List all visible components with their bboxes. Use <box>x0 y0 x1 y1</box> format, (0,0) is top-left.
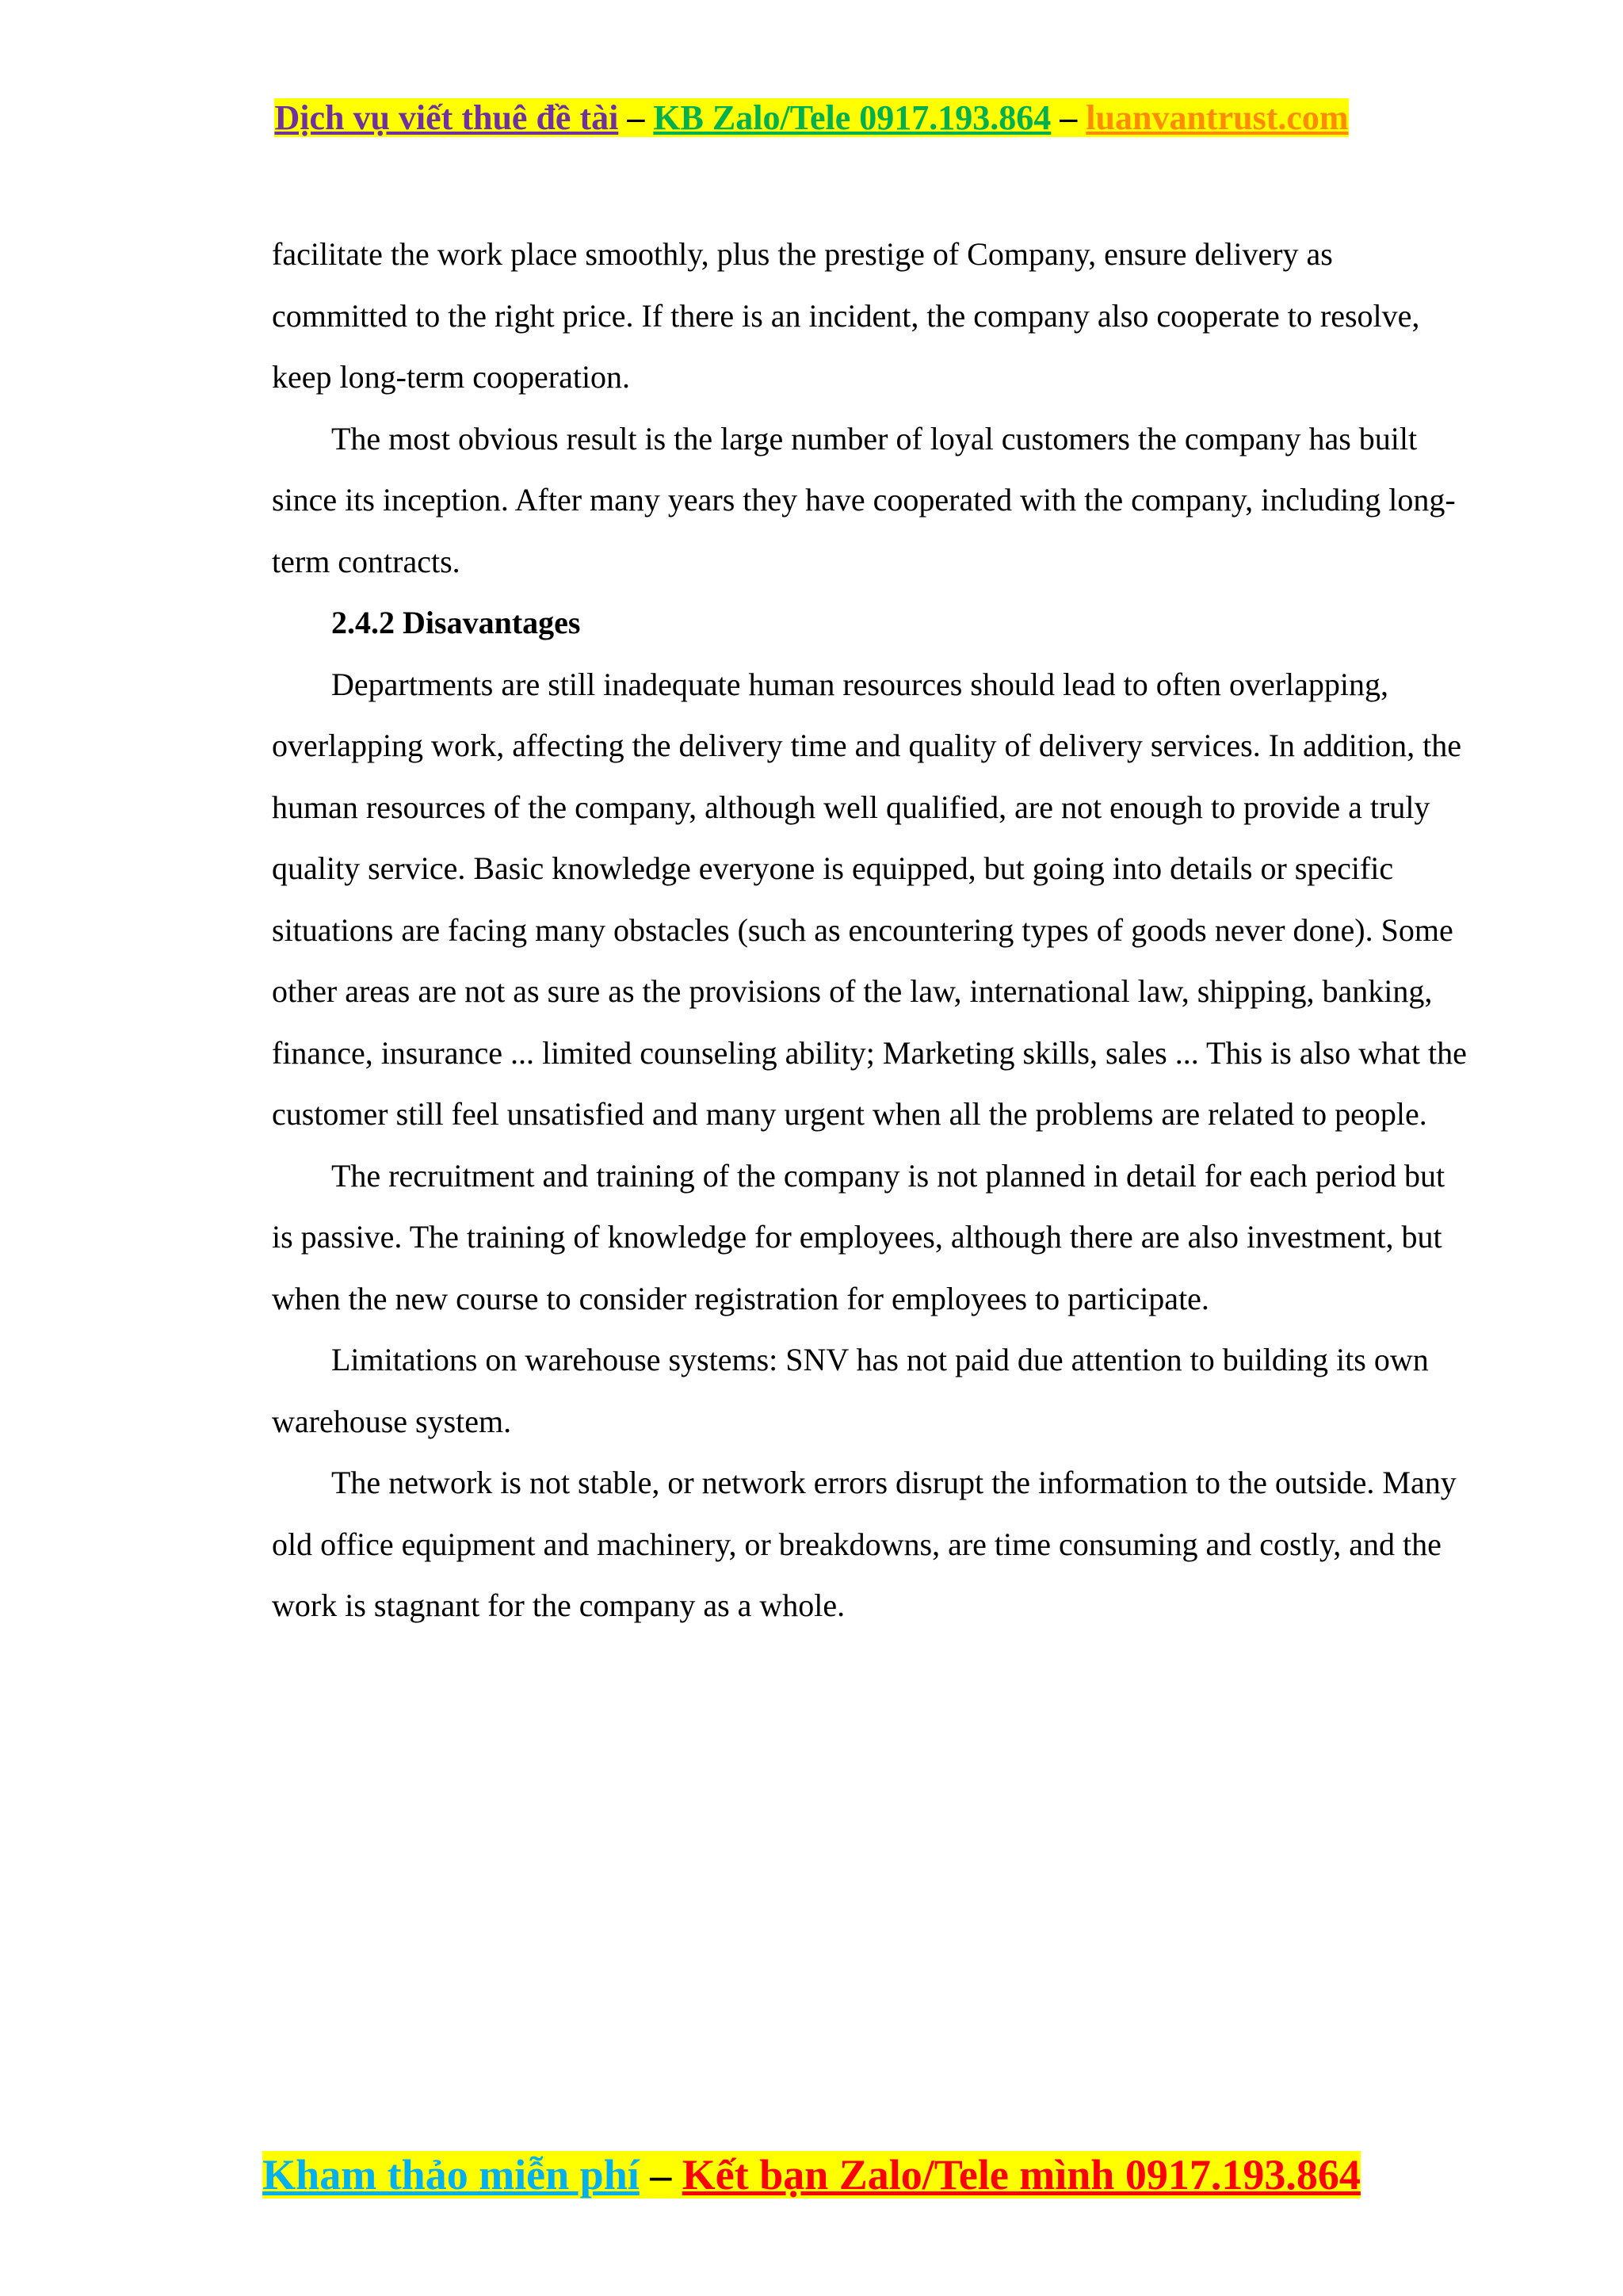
header-website-link[interactable]: luanvantrust.com <box>1086 98 1349 137</box>
footer-separator: – <box>639 2151 682 2199</box>
header-separator-1: – <box>618 98 654 137</box>
paragraph-departments: Departments are still inadequate human resources should lead to often overlapping, overlapping work, affecting the delivery time and quality of delivery services. In addition, the human resources of the company, although well qualified, are not enough to provide a truly quality service. Basic knowledge everyone is equipped, but going into details or specific situations are facing many obstacles (such as encountering types of goods never done). Some other areas are not as sure as the provisions of the law, international law, shipping, banking, finance, insurance ... limited counseling ability; Marketing skills, sales ... This is also what the customer still feel unsatisfied and many urgent when all the problems are related to people. <box>272 666 1467 1132</box>
footer-banner <box>0 2145 1623 2205</box>
paragraph-network: The network is not stable, or network errors disrupt the information to the outside. Many old office equipment and machinery, or breakdowns, are time consuming and costly, and the work is stagnant for the company as a whole. <box>272 1465 1457 1623</box>
header-service-link[interactable]: Dịch vụ viết thuê đề tài <box>274 98 619 137</box>
footer-free-reference-link[interactable]: Kham thảo miễn phí <box>262 2151 640 2199</box>
paragraph-loyal-customers: The most obvious result is the large number of loyal customers the company has built since its inception. After many years they have cooperated with the company, including long-term contracts. <box>272 420 1456 579</box>
footer-contact-link[interactable]: Kết bạn Zalo/Tele mình 0917.193.864 <box>682 2151 1361 2199</box>
header-highlight <box>274 98 1348 137</box>
header-contact-link[interactable]: KB Zalo/Tele 0917.193.864 <box>653 98 1052 137</box>
paragraph-warehouse: Limitations on warehouse systems: SNV has not paid due attention to building its own warehouse system. <box>272 1342 1429 1439</box>
footer-highlight <box>262 2151 1361 2199</box>
paragraph-recruitment: The recruitment and training of the company is not planned in detail for each period but is passive. The training of knowledge for employees, although there are also investment, but when the new course to consider registration for employees to participate. <box>272 1157 1445 1316</box>
header-banner <box>0 94 1623 143</box>
section-heading: 2.4.2 Disavantages <box>331 605 581 640</box>
header-separator-2: – <box>1051 98 1086 137</box>
document-body <box>272 223 1468 1637</box>
paragraph-continuation: facilitate the work place smoothly, plus the prestige of Company, ensure delivery as committed to the right price. If there is an incident, the company also cooperate to resolve, keep long-term cooperation. <box>272 236 1420 395</box>
